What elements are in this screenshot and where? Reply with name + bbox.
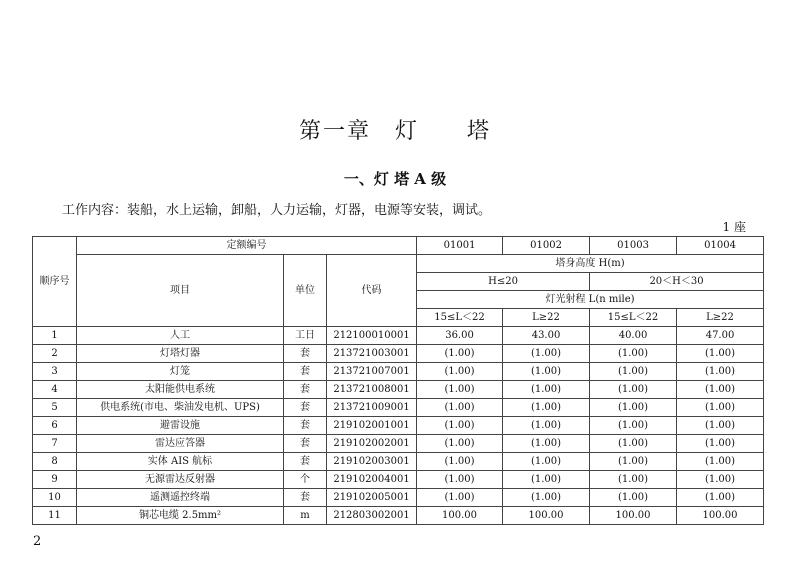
code-cell: 219102003001 bbox=[327, 453, 417, 471]
table-row bbox=[33, 327, 764, 345]
value-cell: (1.00) bbox=[590, 381, 677, 399]
table-row bbox=[33, 471, 764, 489]
tower-height-header: 塔身高度 H(m) bbox=[417, 255, 764, 273]
value-cell: (1.00) bbox=[677, 381, 764, 399]
value-cell: (1.00) bbox=[503, 345, 590, 363]
table-row bbox=[33, 507, 764, 525]
value-cell: (1.00) bbox=[677, 453, 764, 471]
value-cell: 47.00 bbox=[677, 327, 764, 345]
code-cell: 219102001001 bbox=[327, 417, 417, 435]
value-cell: (1.00) bbox=[677, 399, 764, 417]
item-header: 项目 bbox=[77, 255, 284, 327]
value-cell: (1.00) bbox=[590, 435, 677, 453]
item-cell: 灯笼 bbox=[77, 363, 284, 381]
value-cell: (1.00) bbox=[677, 489, 764, 507]
value-cell: 36.00 bbox=[417, 327, 503, 345]
light-range-header: 灯光射程 L(n mile) bbox=[417, 291, 764, 309]
item-cell: 灯塔灯器 bbox=[77, 345, 284, 363]
quota-number: 01003 bbox=[590, 237, 677, 255]
code-cell: 219102004001 bbox=[327, 471, 417, 489]
item-cell: 雷达应答器 bbox=[77, 435, 284, 453]
table-row bbox=[33, 453, 764, 471]
value-cell: 43.00 bbox=[503, 327, 590, 345]
value-cell: (1.00) bbox=[417, 471, 503, 489]
value-cell: (1.00) bbox=[590, 399, 677, 417]
range-col: L≥22 bbox=[503, 309, 590, 327]
value-cell: (1.00) bbox=[503, 453, 590, 471]
value-cell: (1.00) bbox=[503, 435, 590, 453]
seq-cell: 1 bbox=[33, 327, 77, 345]
table-row bbox=[33, 381, 764, 399]
value-cell: 100.00 bbox=[590, 507, 677, 525]
value-cell: (1.00) bbox=[417, 399, 503, 417]
seq-cell: 8 bbox=[33, 453, 77, 471]
quota-number: 01002 bbox=[503, 237, 590, 255]
value-cell: (1.00) bbox=[417, 489, 503, 507]
seq-cell: 5 bbox=[33, 399, 77, 417]
code-cell: 213721009001 bbox=[327, 399, 417, 417]
code-cell: 219102002001 bbox=[327, 435, 417, 453]
seq-cell: 11 bbox=[33, 507, 77, 525]
value-cell: (1.00) bbox=[503, 363, 590, 381]
unit-cell: 套 bbox=[284, 363, 327, 381]
table-row bbox=[33, 435, 764, 453]
value-cell: (1.00) bbox=[503, 471, 590, 489]
seq-cell: 2 bbox=[33, 345, 77, 363]
unit-cell: m bbox=[284, 507, 327, 525]
quota-number: 01004 bbox=[677, 237, 764, 255]
code-cell: 213721003001 bbox=[327, 345, 417, 363]
value-cell: (1.00) bbox=[417, 435, 503, 453]
value-cell: (1.00) bbox=[417, 453, 503, 471]
value-cell: (1.00) bbox=[503, 417, 590, 435]
table-row bbox=[33, 399, 764, 417]
range-col: 15≤L＜22 bbox=[590, 309, 677, 327]
chapter-title: 第一章 灯 塔 bbox=[298, 119, 491, 144]
item-cell: 铜芯电缆 2.5mm² bbox=[77, 507, 284, 525]
range-col: 15≤L＜22 bbox=[417, 309, 503, 327]
value-cell: (1.00) bbox=[503, 399, 590, 417]
unit-header: 单位 bbox=[284, 255, 327, 327]
code-cell: 219102005001 bbox=[327, 489, 417, 507]
value-cell: (1.00) bbox=[677, 363, 764, 381]
code-cell: 213721007001 bbox=[327, 363, 417, 381]
item-cell: 实体 AIS 航标 bbox=[77, 453, 284, 471]
section-title: 一、灯 塔 A 级 bbox=[343, 170, 447, 188]
item-cell: 太阳能供电系统 bbox=[77, 381, 284, 399]
unit-cell: 套 bbox=[284, 435, 327, 453]
value-cell: (1.00) bbox=[417, 417, 503, 435]
table-row bbox=[33, 489, 764, 507]
item-cell: 无源雷达反射器 bbox=[77, 471, 284, 489]
table-row bbox=[33, 363, 764, 381]
item-cell: 人工 bbox=[77, 327, 284, 345]
value-cell: 100.00 bbox=[677, 507, 764, 525]
value-cell: (1.00) bbox=[677, 345, 764, 363]
value-cell: (1.00) bbox=[590, 489, 677, 507]
value-cell: 40.00 bbox=[590, 327, 677, 345]
unit-cell: 套 bbox=[284, 489, 327, 507]
height-range: 20＜H＜30 bbox=[590, 273, 764, 291]
code-cell: 212100010001 bbox=[327, 327, 417, 345]
value-cell: 100.00 bbox=[417, 507, 503, 525]
value-cell: (1.00) bbox=[590, 417, 677, 435]
quota-table bbox=[32, 236, 764, 525]
item-cell: 供电系统(市电、柴油发电机、UPS) bbox=[77, 399, 284, 417]
range-col: L≥22 bbox=[677, 309, 764, 327]
value-cell: (1.00) bbox=[417, 363, 503, 381]
value-cell: (1.00) bbox=[590, 345, 677, 363]
seq-cell: 10 bbox=[33, 489, 77, 507]
value-cell: (1.00) bbox=[503, 381, 590, 399]
code-cell: 212803002001 bbox=[327, 507, 417, 525]
value-cell: (1.00) bbox=[417, 381, 503, 399]
seq-cell: 7 bbox=[33, 435, 77, 453]
value-cell: (1.00) bbox=[590, 453, 677, 471]
header-row-quota bbox=[33, 237, 764, 255]
code-cell: 213721008001 bbox=[327, 381, 417, 399]
unit-cell: 套 bbox=[284, 345, 327, 363]
value-cell: (1.00) bbox=[677, 417, 764, 435]
value-cell: (1.00) bbox=[590, 363, 677, 381]
table-row bbox=[33, 345, 764, 363]
value-cell: 100.00 bbox=[503, 507, 590, 525]
unit-cell: 套 bbox=[284, 417, 327, 435]
value-cell: (1.00) bbox=[503, 489, 590, 507]
table-row bbox=[33, 417, 764, 435]
value-cell: (1.00) bbox=[417, 345, 503, 363]
height-range: H≤20 bbox=[417, 273, 590, 291]
unit-cell: 工日 bbox=[284, 327, 327, 345]
work-content: 工作内容：装船，水上运输，卸船，人力运输，灯器，电源等安装，调试。 bbox=[62, 203, 492, 218]
header-row-height bbox=[33, 255, 764, 273]
code-header: 代码 bbox=[327, 255, 417, 327]
unit-cell: 套 bbox=[284, 399, 327, 417]
seq-cell: 6 bbox=[33, 417, 77, 435]
quota-code-header: 定额编号 bbox=[77, 237, 417, 255]
quota-number: 01001 bbox=[417, 237, 503, 255]
value-cell: (1.00) bbox=[590, 471, 677, 489]
unit-cell: 个 bbox=[284, 471, 327, 489]
unit-note: 1 座 bbox=[722, 220, 746, 234]
page-number: 2 bbox=[33, 534, 42, 549]
item-cell: 避雷设施 bbox=[77, 417, 284, 435]
seq-cell: 3 bbox=[33, 363, 77, 381]
unit-cell: 套 bbox=[284, 453, 327, 471]
seq-cell: 9 bbox=[33, 471, 77, 489]
value-cell: (1.00) bbox=[677, 435, 764, 453]
seq-cell: 4 bbox=[33, 381, 77, 399]
item-cell: 遥测遥控终端 bbox=[77, 489, 284, 507]
seq-header: 顺序号 bbox=[33, 237, 77, 327]
value-cell: (1.00) bbox=[677, 471, 764, 489]
unit-cell: 套 bbox=[284, 381, 327, 399]
